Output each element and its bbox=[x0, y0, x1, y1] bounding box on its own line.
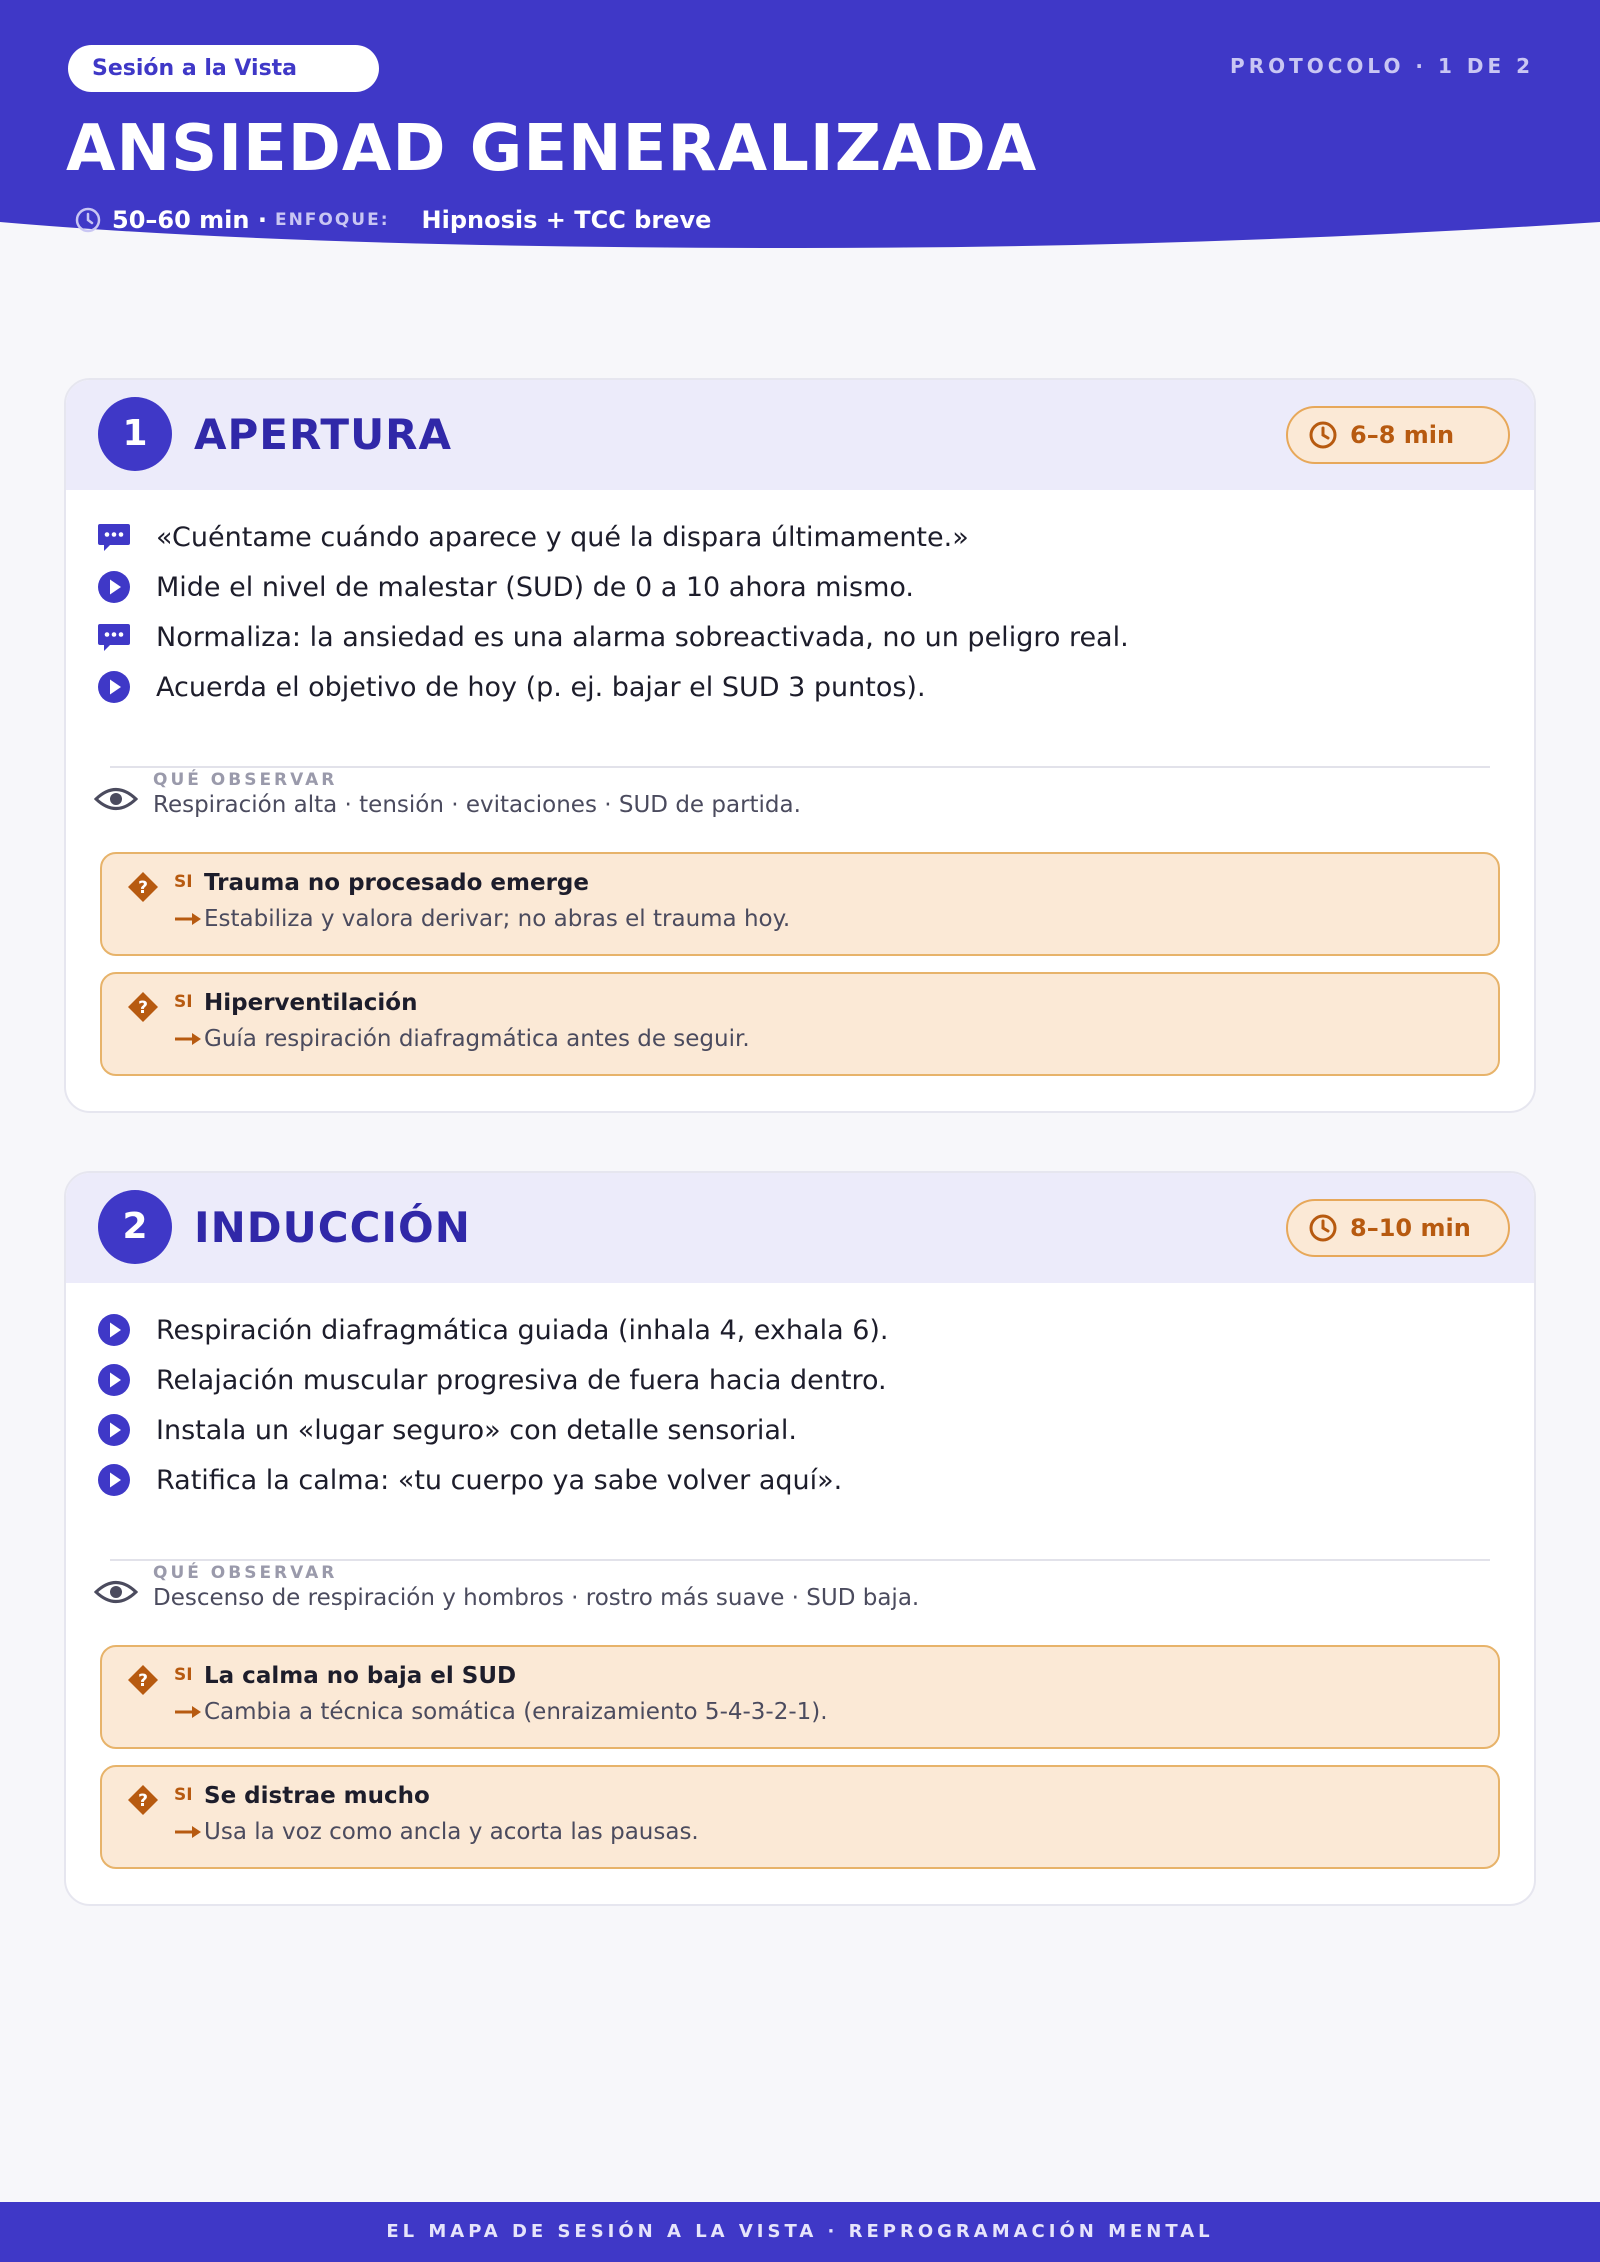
alert-box bbox=[100, 972, 1500, 1076]
svg-text:?: ? bbox=[138, 998, 148, 1018]
session-duration: 50–60 min · bbox=[112, 206, 267, 234]
observe-label: QUÉ OBSERVAR bbox=[153, 1563, 338, 1583]
page-footer: EL MAPA DE SESIÓN A LA VISTA · REPROGRAMACIÓN MENTAL bbox=[0, 2202, 1600, 2262]
clock-icon bbox=[1308, 1213, 1338, 1243]
alert-title: Hiperventilación bbox=[204, 990, 418, 1016]
section-number: 1 bbox=[98, 397, 172, 471]
list-item-text: «Cuéntame cuándo aparece y qué la dispara últimamente.» bbox=[156, 521, 969, 553]
protocol-indicator: PROTOCOLO · 1 DE 2 bbox=[1230, 54, 1534, 78]
alert-box bbox=[100, 1765, 1500, 1869]
step-list bbox=[66, 1283, 1534, 1505]
section-header bbox=[66, 1173, 1534, 1283]
observe-block bbox=[110, 1559, 1490, 1619]
warning-diamond-icon bbox=[126, 990, 160, 1024]
clock-icon bbox=[1308, 420, 1338, 450]
list-item-text: Relajación muscular progresiva de fuera hacia dentro. bbox=[156, 1364, 887, 1396]
section-card-apertura bbox=[64, 378, 1536, 1113]
section-time: 6–8 min bbox=[1350, 421, 1455, 449]
list-item-text: Instala un «lugar seguro» con detalle sensorial. bbox=[156, 1414, 798, 1446]
section-time-badge bbox=[1286, 1199, 1510, 1257]
section-title: INDUCCIÓN bbox=[194, 1203, 471, 1252]
alert-title: Trauma no procesado emerge bbox=[204, 870, 589, 896]
warning-diamond-icon bbox=[126, 1783, 160, 1817]
alert-condition-label: SI bbox=[174, 1785, 193, 1805]
play-icon bbox=[96, 1362, 132, 1398]
observe-text: Respiración alta · tensión · evitaciones · SUD de partida. bbox=[153, 792, 801, 818]
enfoque-value: Hipnosis + TCC breve bbox=[421, 206, 712, 234]
warning-diamond-icon bbox=[126, 1663, 160, 1697]
clock-icon bbox=[74, 206, 102, 234]
list-item bbox=[96, 1305, 1534, 1355]
session-meta bbox=[74, 204, 711, 236]
section-time: 8–10 min bbox=[1350, 1214, 1471, 1242]
alert-box bbox=[100, 852, 1500, 956]
svg-text:?: ? bbox=[138, 878, 148, 898]
page-title: ANSIEDAD GENERALIZADA bbox=[66, 112, 1038, 186]
enfoque-label: ENFOQUE: bbox=[274, 210, 390, 230]
play-icon bbox=[96, 1412, 132, 1448]
observe-text: Descenso de respiración y hombros · rostro más suave · SUD baja. bbox=[153, 1585, 920, 1611]
list-item bbox=[96, 662, 1534, 712]
svg-text:?: ? bbox=[138, 1791, 148, 1811]
list-item-text: Ratifica la calma: «tu cuerpo ya sabe volver aquí». bbox=[156, 1464, 843, 1496]
observe-label: QUÉ OBSERVAR bbox=[153, 770, 338, 790]
page-header bbox=[0, 0, 1600, 250]
step-list bbox=[66, 490, 1534, 712]
arrow-right-icon bbox=[174, 1704, 202, 1720]
alert-action: Usa la voz como ancla y acorta las pausas. bbox=[204, 1819, 699, 1845]
play-icon bbox=[96, 569, 132, 605]
list-item bbox=[96, 512, 1534, 562]
eye-icon bbox=[94, 1579, 138, 1605]
list-item bbox=[96, 1405, 1534, 1455]
alert-title: Se distrae mucho bbox=[204, 1783, 430, 1809]
observe-block bbox=[110, 766, 1490, 826]
alert-box bbox=[100, 1645, 1500, 1749]
speech-bubble-icon bbox=[96, 519, 132, 555]
list-item-text: Acuerda el objetivo de hoy (p. ej. bajar el SUD 3 puntos). bbox=[156, 671, 926, 703]
eye-icon bbox=[94, 786, 138, 812]
alert-action: Estabiliza y valora derivar; no abras el trauma hoy. bbox=[204, 906, 791, 932]
alert-action: Guía respiración diafragmática antes de seguir. bbox=[204, 1026, 750, 1052]
list-item-text: Mide el nivel de malestar (SUD) de 0 a 10 ahora mismo. bbox=[156, 571, 914, 603]
arrow-right-icon bbox=[174, 1824, 202, 1840]
alert-condition-label: SI bbox=[174, 992, 193, 1012]
alert-condition-label: SI bbox=[174, 872, 193, 892]
brand-pill: Sesión a la Vista bbox=[68, 45, 379, 92]
list-item bbox=[96, 612, 1534, 662]
section-card-induccion bbox=[64, 1171, 1536, 1906]
section-title: APERTURA bbox=[194, 410, 453, 459]
play-icon bbox=[96, 1462, 132, 1498]
speech-bubble-icon bbox=[96, 619, 132, 655]
section-header bbox=[66, 380, 1534, 490]
list-item bbox=[96, 1355, 1534, 1405]
list-item-text: Respiración diafragmática guiada (inhala 4, exhala 6). bbox=[156, 1314, 889, 1346]
list-item-text: Normaliza: la ansiedad es una alarma sobreactivada, no un peligro real. bbox=[156, 621, 1129, 653]
play-icon bbox=[96, 669, 132, 705]
list-item bbox=[96, 562, 1534, 612]
section-time-badge bbox=[1286, 406, 1510, 464]
play-icon bbox=[96, 1312, 132, 1348]
list-item bbox=[96, 1455, 1534, 1505]
arrow-right-icon bbox=[174, 911, 202, 927]
alert-condition-label: SI bbox=[174, 1665, 193, 1685]
warning-diamond-icon bbox=[126, 870, 160, 904]
alert-title: La calma no baja el SUD bbox=[204, 1663, 517, 1689]
alert-action: Cambia a técnica somática (enraizamiento 5-4-3-2-1). bbox=[204, 1699, 828, 1725]
svg-text:?: ? bbox=[138, 1671, 148, 1691]
section-number: 2 bbox=[98, 1190, 172, 1264]
arrow-right-icon bbox=[174, 1031, 202, 1047]
